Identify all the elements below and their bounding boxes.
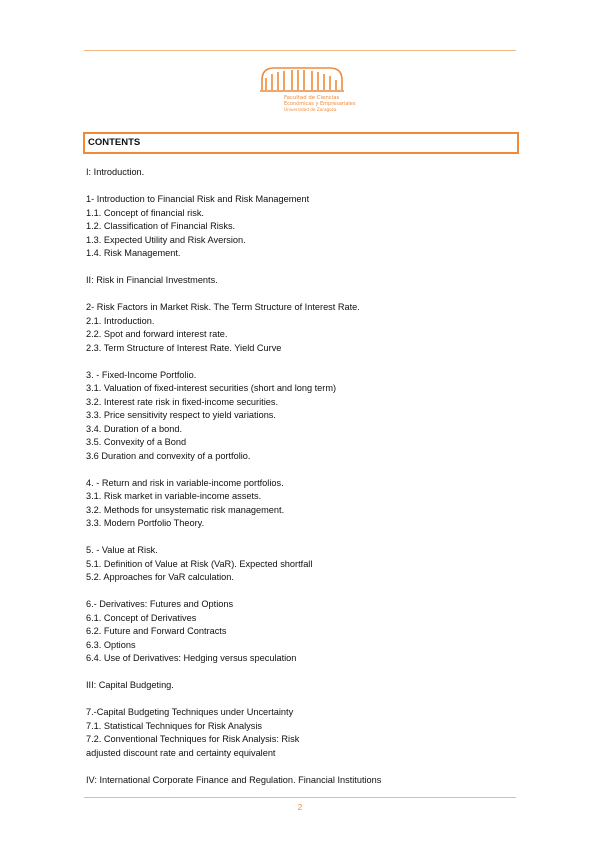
logo-line-3: Universidad de Zaragoza [284,107,337,112]
toc-line: 6.1. Concept of Derivatives [86,612,197,623]
toc-line: adjusted discount rate and certainty equivalent [86,747,276,758]
toc-spacer [86,585,516,599]
toc-spacer [86,760,516,774]
toc-line: 3.2. Interest rate risk in fixed-income securities. [86,396,278,407]
toc-line: 5. - Value at Risk. [86,545,158,555]
toc-line: 6.3. Options [86,639,136,650]
toc-line: III: Capital Budgeting. [86,680,174,690]
toc-line: 3. - Fixed-Income Portfolio. [86,369,197,380]
toc-line: 3.4. Duration of a bond. [86,423,183,434]
toc-line: 1.2. Classification of Financial Risks. [86,221,236,231]
toc-line: 3.3. Modern Portfolio Theory. [86,518,205,528]
toc-spacer [86,666,516,680]
toc-spacer [86,180,516,194]
toc-line: 1.4. Risk Management. [86,248,181,258]
toc-spacer [86,463,516,477]
toc-line: 5.2. Approaches for VaR calculation. [86,572,234,582]
faculty-logo [256,60,356,114]
toc-line: IV: International Corporate Finance and Regulation. Financial Institutions [86,774,382,785]
toc-spacer [86,531,516,545]
toc-line: 2.2. Spot and forward interest rate. [86,329,228,339]
toc-line: 3.2. Methods for unsystematic risk management. [86,504,285,515]
toc-line: 3.1. Valuation of fixed-interest securities (short and long term) [86,383,337,393]
toc-line: 2.1. Introduction. [86,315,155,326]
toc-line: 2.3. Term Structure of Interest Rate. Yield Curve [86,342,282,353]
toc-line: 1.1. Concept of financial risk. [86,207,204,218]
toc-spacer [86,261,516,275]
toc-line: 7.2. Conventional Techniques for Risk Analysis: Risk [86,734,300,744]
header-rule [84,50,516,51]
logo-line-2: Económicas y Empresariales [284,101,356,107]
toc-line: 3.5. Convexity of a Bond [86,437,187,447]
toc-spacer [86,693,516,707]
toc-line: 6.2. Future and Forward Contracts [86,626,227,636]
toc-line: 1.3. Expected Utility and Risk Aversion. [86,234,246,245]
toc-line: 2- Risk Factors in Market Risk. The Term Structure of Interest Rate. [86,302,360,312]
toc-line: 7.1. Statistical Techniques for Risk Analysis [86,720,263,731]
toc-line: 5.1. Definition of Value at Risk (VaR). Expected shortfall [86,558,313,569]
table-of-contents [86,166,516,787]
toc-line: II: Risk in Financial Investments. [86,275,218,285]
footer-rule [84,797,516,798]
toc-spacer [86,288,516,302]
toc-line: 3.1. Risk market in variable-income assets. [86,491,262,501]
toc-line: 1- Introduction to Financial Risk and Risk Management [86,194,310,204]
toc-spacer [86,355,516,369]
toc-line: 3.3. Price sensitivity respect to yield variations. [86,410,276,420]
toc-line: 3.6 Duration and convexity of a portfolio. [86,450,251,461]
contents-heading-box [83,132,519,154]
toc-line: 7.-Capital Budgeting Techniques under Uncertainty [86,707,294,717]
toc-line: 6.4. Use of Derivatives: Hedging versus speculation [86,653,297,663]
page-number: 2 [297,803,303,812]
toc-line: I: Introduction. [86,167,145,177]
contents-heading: CONTENTS [88,137,141,148]
logo-line-1: Facultad de Ciencias [284,95,340,101]
toc-line: 6.- Derivatives: Futures and Options [86,599,234,609]
faculty-logo-mark [256,60,356,114]
toc-line: 4. - Return and risk in variable-income portfolios. [86,477,284,488]
